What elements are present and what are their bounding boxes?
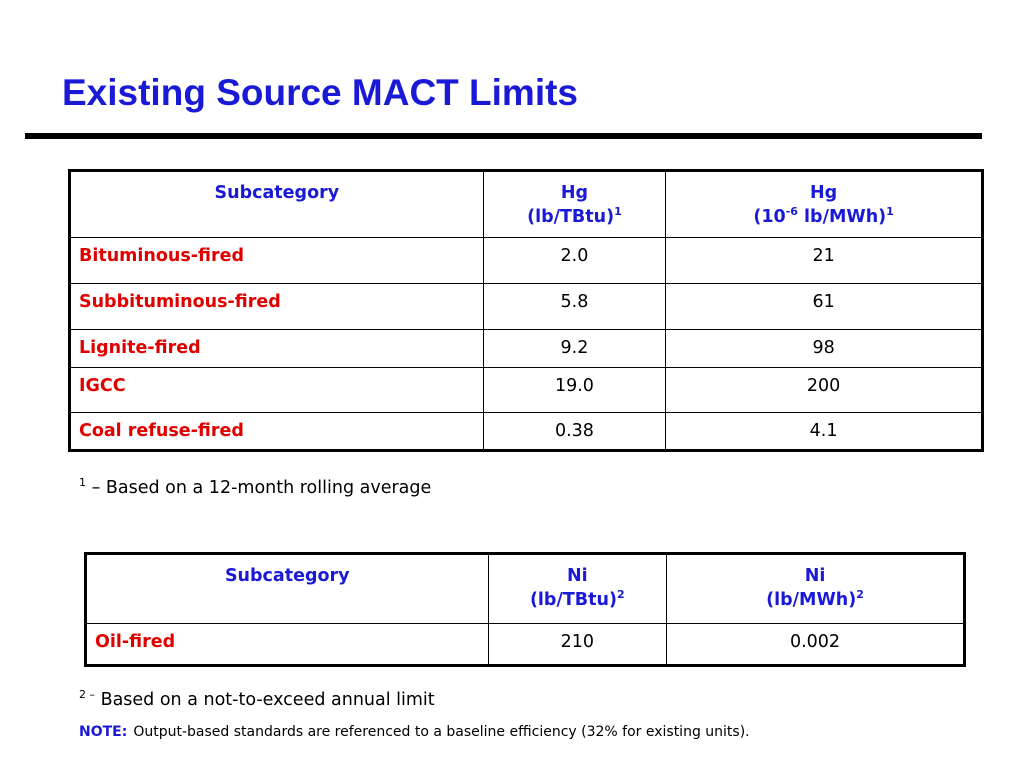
hg-lb-tbtu-cell: 5.8 <box>483 284 666 330</box>
footnote-1 <box>79 478 431 498</box>
header-ni-lb-mwh <box>667 554 965 624</box>
unit-exponent: -6 <box>785 205 798 219</box>
header-ni-label: Ni <box>566 566 588 586</box>
note-text: Output-based standards are referenced to a baseline efficiency (32% for existing units). <box>133 724 750 740</box>
table-row <box>70 284 983 330</box>
ni-lb-tbtu-cell: 210 <box>488 624 667 666</box>
footnote-ref: 1 <box>886 205 894 219</box>
hg-lb-mwh-cell: 98 <box>666 330 983 368</box>
header-ni-lb-tbtu <box>488 554 667 624</box>
header-subcategory-label: Subcategory <box>224 566 350 586</box>
subcategory-cell: Coal refuse-fired <box>70 413 484 451</box>
header-hg-label: Hg <box>560 183 589 203</box>
table-row <box>86 624 965 666</box>
header-unit-label: lb/MWh) <box>797 207 887 227</box>
footnote-2-mark: 2 – <box>79 688 95 702</box>
note-line <box>79 724 750 740</box>
hg-lb-tbtu-cell: 9.2 <box>483 330 666 368</box>
subcategory-cell: Lignite-fired <box>70 330 484 368</box>
footnote-2 <box>79 690 435 710</box>
header-unit-prefix: (10 <box>753 207 786 227</box>
ni-limits-table <box>84 552 966 667</box>
footnote-1-mark: 1 <box>79 476 86 490</box>
table-row <box>70 413 983 451</box>
hg-lb-mwh-cell: 200 <box>666 368 983 413</box>
subcategory-cell: Oil-fired <box>86 624 489 666</box>
table-row <box>70 368 983 413</box>
subcategory-cell: Subbituminous-fired <box>70 284 484 330</box>
table-row <box>70 330 983 368</box>
header-hg-lb-tbtu <box>483 171 666 238</box>
hg-lb-tbtu-cell: 0.38 <box>483 413 666 451</box>
header-hg-lb-mwh <box>666 171 983 238</box>
header-subcategory <box>70 171 484 238</box>
header-ni-label: Ni <box>804 566 826 586</box>
footnote-ref: 1 <box>614 205 622 219</box>
note-label: NOTE: <box>79 724 128 740</box>
subcategory-cell: IGCC <box>70 368 484 413</box>
header-unit-label: (lb/MWh) <box>766 590 857 610</box>
hg-limits-table <box>68 169 984 452</box>
footnote-1-text: – Based on a 12-month rolling average <box>86 478 432 498</box>
header-subcategory <box>86 554 489 624</box>
hg-lb-mwh-cell: 4.1 <box>666 413 983 451</box>
header-subcategory-label: Subcategory <box>214 183 340 203</box>
table-header-row <box>70 171 983 238</box>
footnote-ref: 2 <box>856 588 864 602</box>
hg-lb-tbtu-cell: 19.0 <box>483 368 666 413</box>
subcategory-cell: Bituminous-fired <box>70 238 484 284</box>
table-row <box>70 238 983 284</box>
title-divider <box>25 133 982 139</box>
footnote-2-text: Based on a not-to-exceed annual limit <box>95 690 435 710</box>
footnote-ref: 2 <box>616 588 625 602</box>
hg-lb-mwh-cell: 21 <box>666 238 983 284</box>
slide-title: Existing Source MACT Limits <box>62 72 579 113</box>
table-header-row <box>86 554 965 624</box>
hg-lb-mwh-cell: 61 <box>666 284 983 330</box>
hg-lb-tbtu-cell: 2.0 <box>483 238 666 284</box>
ni-lb-mwh-cell: 0.002 <box>667 624 965 666</box>
header-hg-label: Hg <box>810 183 838 203</box>
header-unit-label: (lb/TBtu) <box>527 207 615 227</box>
header-unit-label: (lb/TBtu) <box>529 590 617 610</box>
